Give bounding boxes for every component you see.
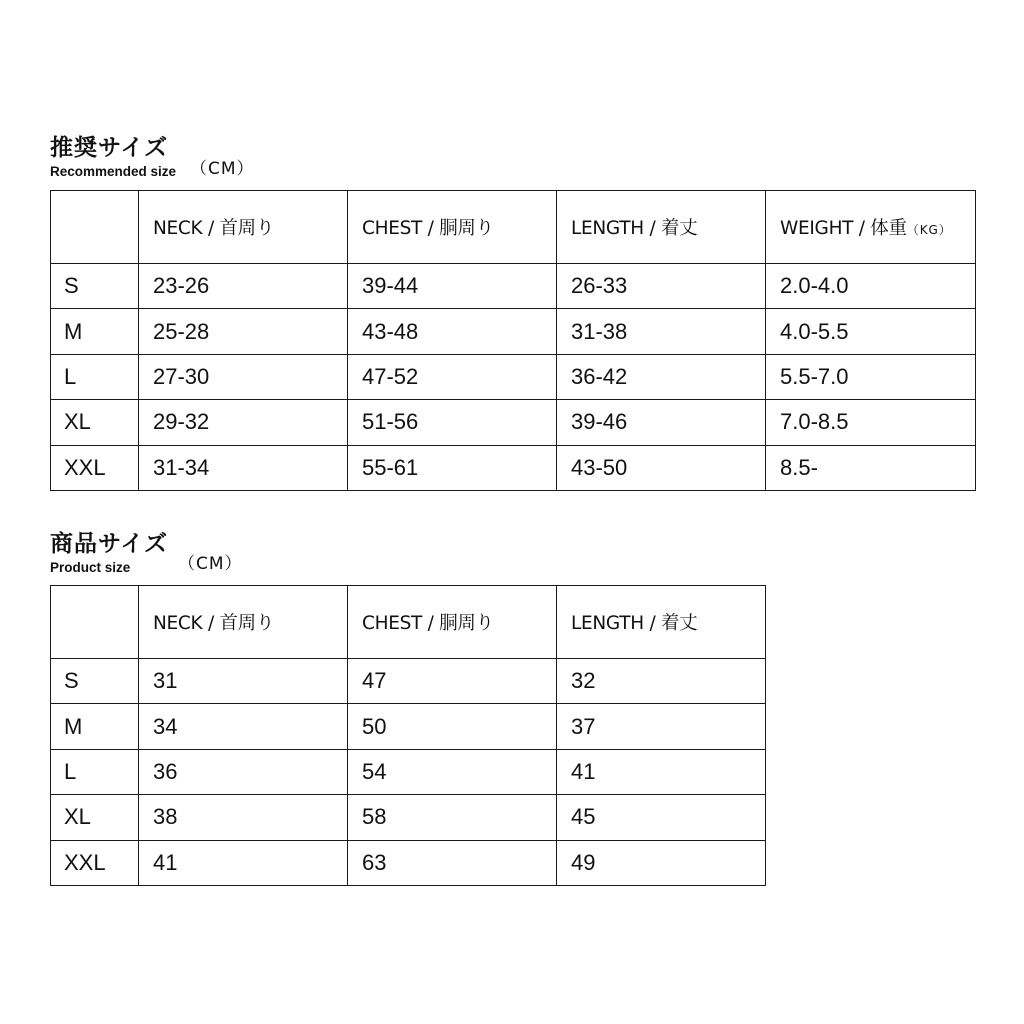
table-row bbox=[51, 309, 976, 354]
cell-length: 45 bbox=[557, 795, 766, 840]
cell-length: 43-50 bbox=[557, 445, 766, 490]
header-neck: NECK / 首周り bbox=[139, 191, 348, 264]
cell-weight: 5.5-7.0 bbox=[766, 354, 976, 399]
table-row bbox=[51, 400, 976, 445]
cell-chest: 58 bbox=[348, 795, 557, 840]
cell-chest: 39-44 bbox=[348, 264, 557, 309]
cell-weight: 4.0-5.5 bbox=[766, 309, 976, 354]
header-weight-unit: （KG） bbox=[906, 223, 952, 237]
recommended-size-table bbox=[50, 190, 976, 491]
cell-chest: 47 bbox=[348, 659, 557, 704]
recommended-subtitle: Recommended size bbox=[50, 164, 177, 179]
recommended-unit: （CM） bbox=[190, 159, 255, 179]
table-row bbox=[51, 704, 766, 749]
table-row bbox=[51, 749, 766, 794]
cell-size: L bbox=[51, 354, 139, 399]
cell-size: M bbox=[51, 309, 139, 354]
header-size bbox=[51, 586, 139, 659]
cell-neck: 38 bbox=[139, 795, 348, 840]
header-chest: CHEST / 胴周り bbox=[348, 191, 557, 264]
cell-chest: 43-48 bbox=[348, 309, 557, 354]
table-row bbox=[51, 354, 976, 399]
cell-size: XL bbox=[51, 795, 139, 840]
cell-length: 41 bbox=[557, 749, 766, 794]
cell-neck: 25-28 bbox=[139, 309, 348, 354]
table-row bbox=[51, 795, 766, 840]
cell-length: 26-33 bbox=[557, 264, 766, 309]
header-length: LENGTH / 着丈 bbox=[557, 586, 766, 659]
table-row bbox=[51, 445, 976, 490]
table-row bbox=[51, 840, 766, 885]
cell-neck: 29-32 bbox=[139, 400, 348, 445]
cell-size: M bbox=[51, 704, 139, 749]
table-row bbox=[51, 264, 976, 309]
cell-size: XXL bbox=[51, 445, 139, 490]
cell-length: 31-38 bbox=[557, 309, 766, 354]
cell-chest: 47-52 bbox=[348, 354, 557, 399]
cell-chest: 54 bbox=[348, 749, 557, 794]
cell-neck: 23-26 bbox=[139, 264, 348, 309]
product-unit: （CM） bbox=[178, 554, 243, 574]
product-subtitle: Product size bbox=[50, 560, 131, 575]
cell-neck: 27-30 bbox=[139, 354, 348, 399]
cell-size: S bbox=[51, 264, 139, 309]
cell-size: XL bbox=[51, 400, 139, 445]
cell-chest: 51-56 bbox=[348, 400, 557, 445]
cell-size: S bbox=[51, 659, 139, 704]
cell-neck: 34 bbox=[139, 704, 348, 749]
product-size-table bbox=[50, 585, 766, 886]
cell-size: L bbox=[51, 749, 139, 794]
product-title: 商品サイズ bbox=[50, 531, 169, 557]
table-row bbox=[51, 659, 766, 704]
cell-neck: 36 bbox=[139, 749, 348, 794]
table-header-row bbox=[51, 586, 766, 659]
header-weight-label: WEIGHT / 体重 bbox=[780, 218, 907, 239]
cell-neck: 31 bbox=[139, 659, 348, 704]
cell-length: 39-46 bbox=[557, 400, 766, 445]
cell-size: XXL bbox=[51, 840, 139, 885]
cell-weight: 7.0-8.5 bbox=[766, 400, 976, 445]
header-weight bbox=[766, 191, 976, 264]
header-chest: CHEST / 胴周り bbox=[348, 586, 557, 659]
cell-weight: 2.0-4.0 bbox=[766, 264, 976, 309]
header-size bbox=[51, 191, 139, 264]
cell-length: 37 bbox=[557, 704, 766, 749]
cell-chest: 55-61 bbox=[348, 445, 557, 490]
cell-weight: 8.5- bbox=[766, 445, 976, 490]
table-header-row bbox=[51, 191, 976, 264]
cell-length: 36-42 bbox=[557, 354, 766, 399]
cell-length: 49 bbox=[557, 840, 766, 885]
cell-length: 32 bbox=[557, 659, 766, 704]
cell-chest: 63 bbox=[348, 840, 557, 885]
header-length: LENGTH / 着丈 bbox=[557, 191, 766, 264]
cell-chest: 50 bbox=[348, 704, 557, 749]
cell-neck: 31-34 bbox=[139, 445, 348, 490]
header-neck: NECK / 首周り bbox=[139, 586, 348, 659]
cell-neck: 41 bbox=[139, 840, 348, 885]
recommended-title: 推奨サイズ bbox=[50, 135, 169, 161]
